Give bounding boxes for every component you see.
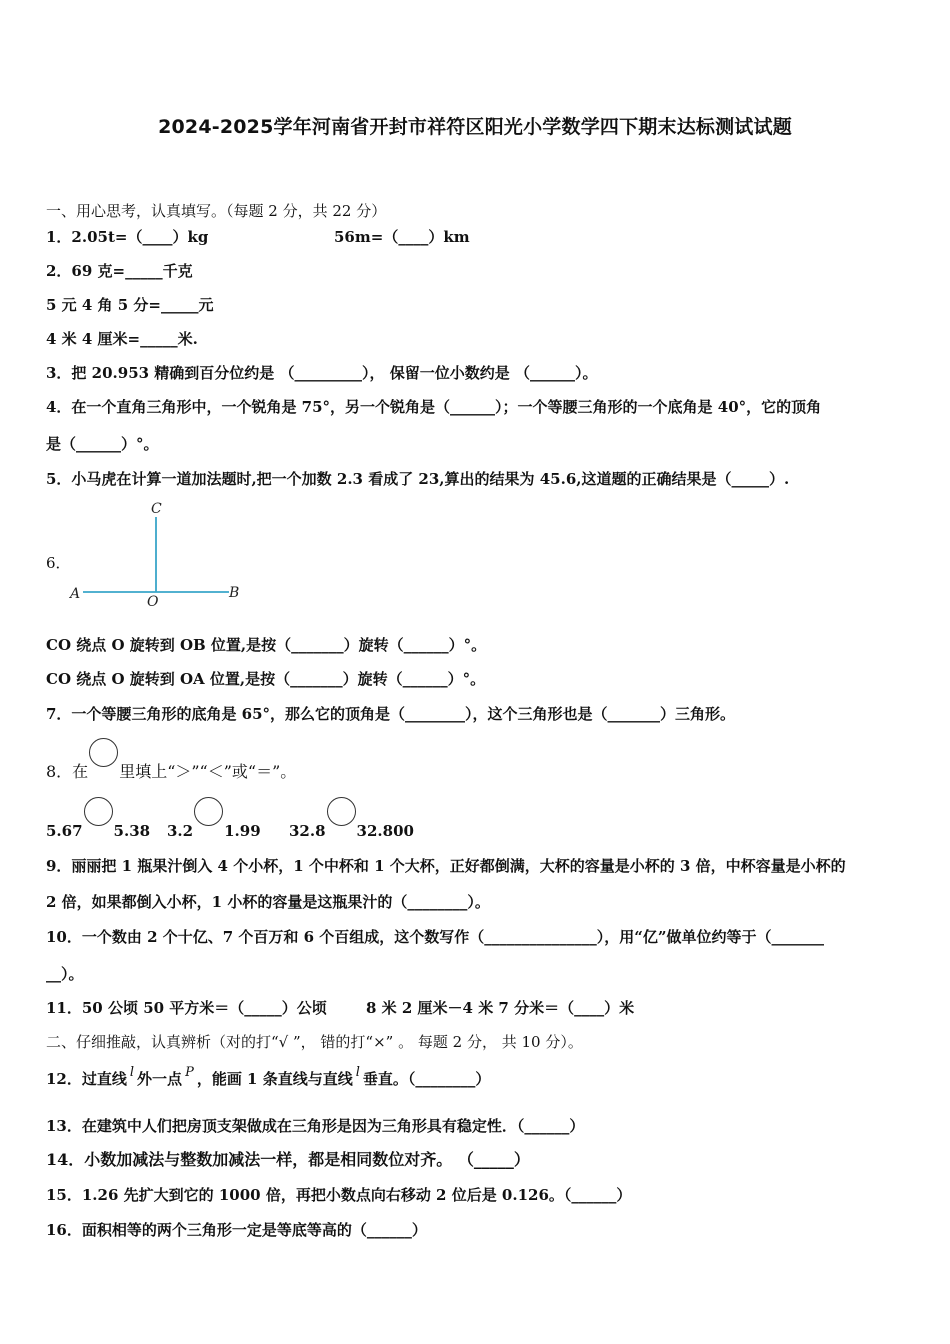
question-14: 14．小数加减法与整数加减法一样，都是相同数位对齐。 （_____） bbox=[46, 1150, 530, 1169]
rotation-diagram bbox=[65, 498, 255, 614]
compare-left-value: 32.8 bbox=[289, 822, 326, 840]
section-heading-2: 二、仔细推敲，认真辨析（对的打“√ ”， 错的打“×” 。 每题 2 分， 共 10 分）。 bbox=[46, 1033, 583, 1051]
question-16: 16．面积相等的两个三角形一定是等底等高的（______） bbox=[46, 1221, 427, 1239]
answer-circle[interactable] bbox=[84, 797, 113, 826]
question-7: 7．一个等腰三角形的底角是 65°，那么它的顶角是（________），这个三角形也是（_______）三角形。 bbox=[46, 705, 736, 723]
label-a: A bbox=[70, 586, 81, 602]
compare-right-value: 5.38 bbox=[113, 822, 151, 840]
question-9-line-1: 9．丽丽把 1 瓶果汁倒入 4 个小杯，1 个中杯和 1 个大杯，正好都倒满，大杯的容量是小杯的 3 倍，中杯容量是小杯的 bbox=[46, 857, 846, 875]
question-5: 5．小马虎在计算一道加法题时,把一个加数 2.3 看成了 23,算出的结果为 45.6,这道题的正确结果是（_____）. bbox=[46, 470, 790, 488]
question-11-part-b: 8 米 2 厘米－4 米 7 分米＝（____）米 bbox=[366, 999, 635, 1017]
page-title: 2024-2025学年河南省开封市祥符区阳光小学数学四下期末达标测试试题 bbox=[158, 116, 792, 138]
compare-right-value: 1.99 bbox=[224, 822, 261, 840]
question-2-part-b: 5 元 4 角 5 分=_____元 bbox=[46, 296, 214, 314]
question-1-part-b: 56m=（____）km bbox=[334, 228, 470, 246]
label-o: O bbox=[147, 594, 159, 610]
question-12-text-a: 12．过直线 bbox=[46, 1070, 127, 1088]
question-2-part-a: 2．69 克=_____千克 bbox=[46, 262, 193, 280]
question-12-text-b: 外一点 bbox=[137, 1070, 183, 1088]
question-8-item-2 bbox=[167, 809, 261, 841]
question-6-line-2: CO 绕点 O 旋转到 OA 位置,是按（_______）旋转（______）°。 bbox=[46, 670, 486, 688]
compare-left-value: 5.67 bbox=[46, 822, 83, 840]
blank-circle-icon bbox=[89, 738, 118, 767]
question-6-line-1: CO 绕点 O 旋转到 OB 位置,是按（_______）旋转（______）°。 bbox=[46, 636, 487, 654]
question-1 bbox=[46, 227, 470, 247]
question-6-number: 6． bbox=[46, 554, 71, 572]
question-8-prefix: 8．在 bbox=[46, 762, 89, 781]
question-8-suffix: 里填上“＞”“＜”或“＝”。 bbox=[119, 762, 297, 781]
question-13: 13．在建筑中人们把房顶支架做成在三角形是因为三角形具有稳定性．（______） bbox=[46, 1117, 585, 1135]
question-4-line-1: 4．在一个直角三角形中，一个锐角是 75°，另一个锐角是（______）；一个等腰三角形的一个底角是 40°，它的顶角 bbox=[46, 398, 822, 416]
answer-circle[interactable] bbox=[194, 797, 223, 826]
question-8-item-1 bbox=[46, 809, 150, 841]
question-8-instruction bbox=[46, 750, 296, 782]
question-10-line-2: __）。 bbox=[46, 965, 84, 983]
question-11 bbox=[46, 998, 635, 1018]
point-symbol-p: P bbox=[185, 1065, 194, 1080]
answer-circle[interactable] bbox=[327, 797, 356, 826]
question-11-part-a: 11．50 公顷 50 平方米＝（_____）公顷 bbox=[46, 999, 327, 1017]
question-12-text-d: 垂直。（________） bbox=[362, 1070, 491, 1088]
question-2-part-c: 4 米 4 厘米=_____米. bbox=[46, 330, 198, 348]
line-symbol-l: l bbox=[355, 1065, 360, 1080]
compare-left-value: 3.2 bbox=[167, 822, 194, 840]
compare-right-value: 32.800 bbox=[356, 822, 414, 840]
question-12-text-c: ，能画 1 条直线与直线 bbox=[196, 1070, 353, 1088]
question-15: 15．1.26 先扩大到它的 1000 倍，再把小数点向右移动 2 位后是 0.126。（______） bbox=[46, 1186, 632, 1204]
question-3: 3．把 20.953 精确到百分位约是 （_________）， 保留一位小数约是 （______）。 bbox=[46, 364, 598, 382]
line-symbol-l: l bbox=[129, 1065, 135, 1080]
question-4-line-2: 是（______）°。 bbox=[46, 435, 159, 453]
label-c: C bbox=[151, 501, 162, 517]
question-12 bbox=[46, 1065, 491, 1091]
question-8-item-3 bbox=[289, 809, 414, 841]
section-heading-1: 一、用心思考，认真填写。（每题 2 分，共 22 分） bbox=[46, 202, 387, 220]
question-9-line-2: 2 倍，如果都倒入小杯，1 小杯的容量是这瓶果汁的（________）。 bbox=[46, 893, 490, 911]
label-b: B bbox=[229, 585, 240, 601]
question-10-line-1: 10．一个数由 2 个十亿、7 个百万和 6 个百组成，这个数写作（_______________），用“亿”做单位约等于（_______ bbox=[46, 928, 825, 946]
question-1-part-a: 1．2.05t=（____）kg bbox=[46, 228, 209, 246]
rotation-figure bbox=[65, 498, 255, 614]
